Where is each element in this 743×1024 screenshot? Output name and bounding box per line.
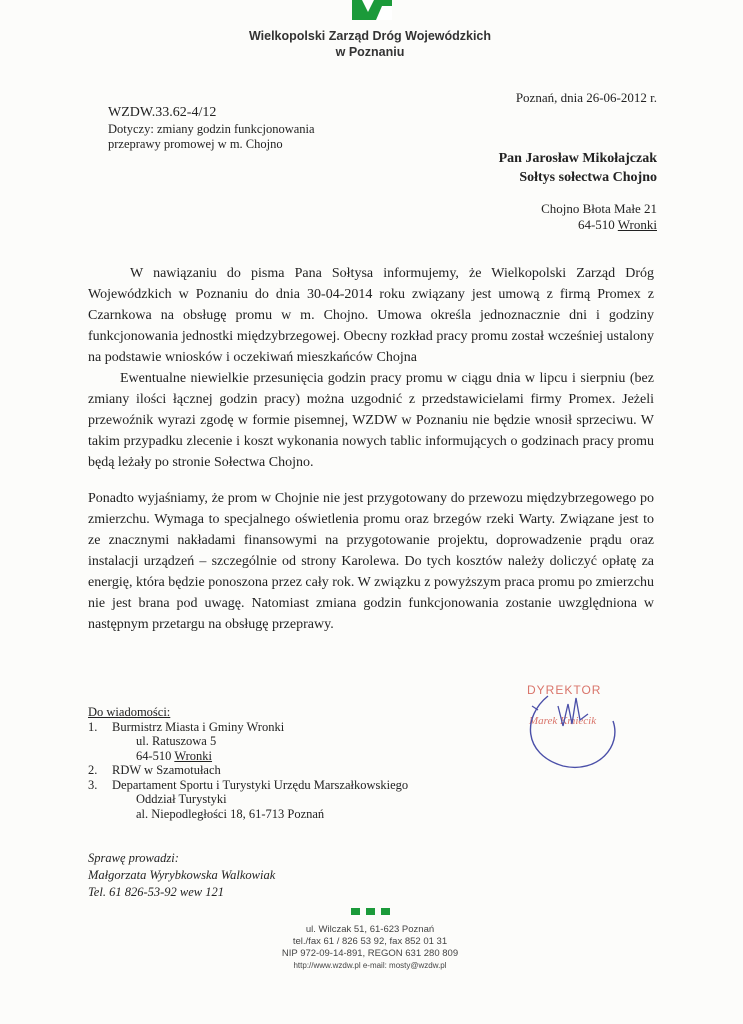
- wzdw-logo: [352, 0, 392, 20]
- prepared-by-phone: Tel. 61 826-53-92 wew 121: [88, 885, 224, 899]
- letter-date: Poznań, dnia 26-06-2012 r.: [515, 90, 657, 105]
- reference-number: WZDW.33.62-4/12: [108, 105, 217, 120]
- distribution-item-number: 2.: [88, 763, 98, 777]
- addressee-name: Pan Jarosław Mikołajczak: [498, 151, 657, 166]
- distribution-item-city-line: [112, 749, 408, 764]
- distribution-item-line: al. Niepodległości 18, 61-713 Poznań: [136, 806, 325, 821]
- addressee-title: Sołtys sołectwa Chojno: [519, 170, 657, 185]
- subject-line-1: Dotyczy: zmiany godzin funkcjonowania: [108, 122, 315, 136]
- distribution-title: Do wiadomości:: [88, 705, 171, 719]
- reference-block: [108, 104, 315, 151]
- footer-ids: NIP 972-09-14-891, REGON 631 280 809: [281, 948, 459, 959]
- letter-body: [88, 263, 654, 635]
- distribution-list: [88, 705, 408, 821]
- addressee-city-line: [541, 217, 657, 233]
- distribution-item-city: Wronki: [174, 748, 213, 763]
- prepared-by-label: Sprawę prowadzi:: [88, 851, 179, 865]
- addressee-street: Chojno Błota Małe 21: [541, 201, 657, 216]
- distribution-item-line: ul. Ratuszowa 5: [136, 734, 217, 748]
- footer-web: http://www.wzdw.pl e-mail: mosty@wzdw.pl: [293, 961, 447, 970]
- green-square-icon: [351, 908, 360, 915]
- footer-address: ul. Wilczak 51, 61-623 Poznań: [305, 924, 435, 935]
- stamp-title: DYREKTOR: [527, 683, 602, 697]
- distribution-item-line: Oddział Turystyki: [136, 792, 227, 806]
- footer-phone: tel./fax 61 / 826 53 92, fax 852 01 31: [292, 936, 448, 947]
- addressee-city: Wronki: [617, 217, 657, 232]
- distribution-item: [88, 720, 408, 764]
- distribution-item: [88, 763, 408, 778]
- addressee-postal: 64-510: [577, 217, 615, 232]
- prepared-by-block: [88, 850, 275, 901]
- distribution-item-number: 1.: [88, 719, 98, 734]
- stamp-name: Marek Kmiecik: [529, 715, 597, 727]
- organization-city: w Poznaniu: [335, 45, 405, 59]
- addressee-address: [541, 201, 657, 233]
- subject-line-2: przeprawy promowej w m. Chojno: [108, 136, 283, 151]
- green-square-icon: [381, 908, 390, 915]
- addressee-block: [499, 149, 657, 187]
- body-paragraph-2: Ewentualne niewielkie przesunięcia godzin pracy promu w ciągu dnia w lipcu i sierpniu (bez zmiany ilości łącznej godzin pracy) można uzgodnić z przedstawicielami firmy Promex. Jeżeli przewoźnik wyrazi zgodę w formie pisemnej, WZDW w Poznaniu nie będzie wnosił sprzeciwu. W takim przypadku zlecenie i koszt wykonania nowych tablic informujących o godzinach pracy promu będą leżały po stronie Sołectwa Chojno.: [88, 371, 654, 470]
- organization-header: [200, 28, 540, 60]
- body-paragraph-1: W nawiązaniu do pisma Pana Sołtysa informujemy, że Wielkopolski Zarząd Dróg Wojewódzkich w Poznaniu do dnia 30-04-2014 roku związany jest umową z firmą Promex z Czarnkowa na obsługę promu w m. Chojno. Umowa określa jednoznacznie dni i godziny funkcjonowania jednostki międzybrzegowej. Obecny rozkład pracy promu został wcześniej ustalony na podstawie wniosków i oczekiwań mieszkańców Chojna: [88, 266, 654, 365]
- distribution-item-text: RDW w Szamotułach: [112, 763, 221, 777]
- green-square-icon: [366, 908, 375, 915]
- handwritten-signature: [518, 676, 628, 772]
- distribution-item-number: 3.: [88, 777, 98, 792]
- distribution-item-text: Departament Sportu i Turystyki Urzędu Marszałkowskiego: [112, 777, 409, 792]
- distribution-item: [88, 778, 408, 822]
- prepared-by-name: Małgorzata Wyrybkowska Walkowiak: [88, 868, 276, 882]
- distribution-item-postal: 64-510: [136, 748, 172, 763]
- footer-logo-squares: [351, 908, 390, 915]
- footer-contact: [220, 924, 520, 972]
- body-paragraph-3: Ponadto wyjaśniamy, że prom w Chojnie nie jest przygotowany do przewozu międzybrzegowego po zmierzchu. Wymaga to specjalnego oświetlenia promu oraz brzegów rzeki Warty. Związane jest to ze znacznymi nakładami finansowymi na przygotowanie projektu, doprowadzenie prądu oraz instalacji urządzeń – szczególnie od strony Karolewa. Do tych kosztów należy doliczyć opłatę za energię, która będzie ponoszona przez cały rok. W związku z powyższym praca promu po zmierzchu nie jest brana pod uwagę. Natomiast zmiana godzin funkcjonowania zostanie uwzględniona w następnym przetargu na obsługę przeprawy.: [88, 491, 654, 632]
- distribution-item-text: Burmistrz Miasta i Gminy Wronki: [112, 719, 285, 734]
- organization-name: Wielkopolski Zarząd Dróg Wojewódzkich: [248, 29, 492, 43]
